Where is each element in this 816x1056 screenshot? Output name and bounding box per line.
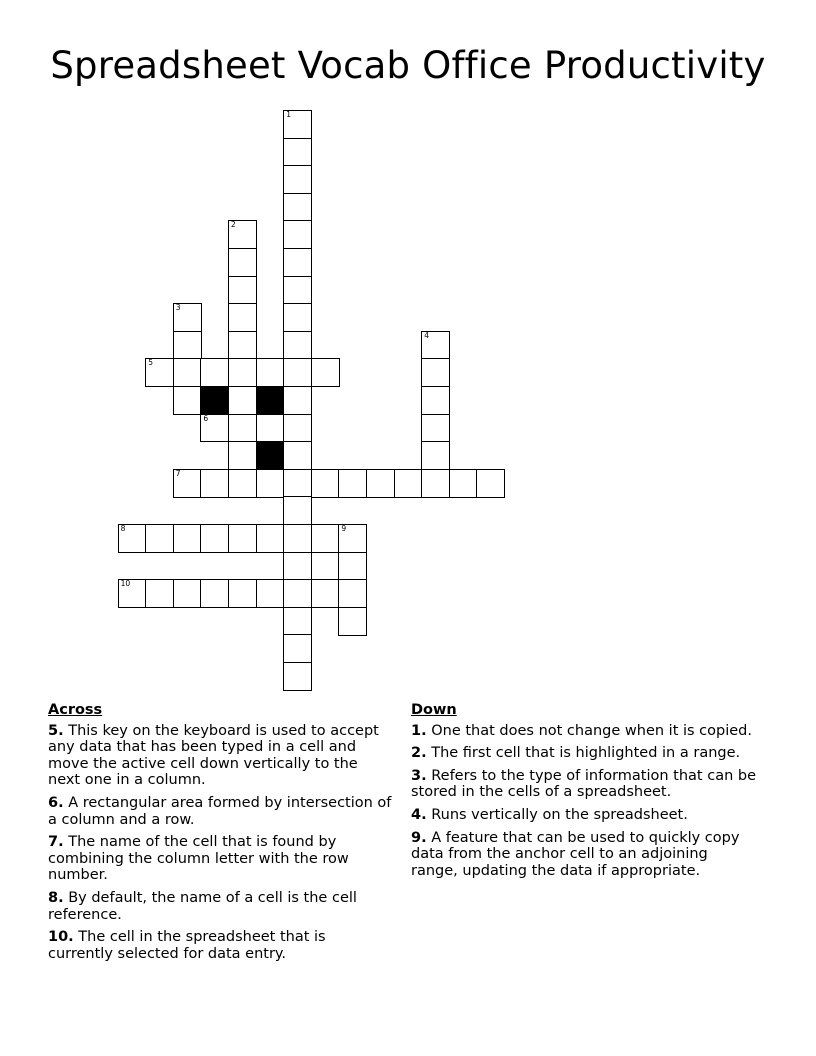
answer-cell[interactable]: [173, 386, 202, 415]
answer-cell[interactable]: [173, 469, 202, 498]
down-heading: Down: [411, 702, 457, 718]
clue-number: 6: [203, 413, 209, 423]
clue-label: 8.: [48, 889, 64, 906]
answer-cell[interactable]: [228, 303, 257, 332]
answer-cell[interactable]: [283, 662, 312, 691]
answer-cell[interactable]: [338, 469, 367, 498]
answer-cell[interactable]: [173, 524, 202, 553]
answer-cell[interactable]: [283, 386, 312, 415]
answer-cell[interactable]: [228, 220, 257, 249]
across-clue: [48, 929, 393, 962]
answer-cell[interactable]: [338, 524, 367, 553]
answer-cell[interactable]: [145, 524, 174, 553]
answer-cell[interactable]: [173, 358, 202, 387]
answer-cell[interactable]: [476, 469, 505, 498]
clue-label: 9.: [411, 829, 427, 846]
clue-number: 10: [120, 579, 131, 589]
answer-cell[interactable]: [311, 469, 340, 498]
answer-cell[interactable]: [366, 469, 395, 498]
down-clue: [411, 807, 756, 824]
clue-label: 4.: [411, 806, 427, 823]
answer-cell[interactable]: [338, 552, 367, 581]
answer-cell[interactable]: [283, 441, 312, 470]
answer-cell[interactable]: [173, 579, 202, 608]
clue-text: The name of the cell that is found by combining the column letter with the row number.: [48, 834, 349, 884]
answer-cell[interactable]: [200, 469, 229, 498]
clue-number: 9: [341, 524, 347, 533]
clue-text: One that does not change when it is copied.: [426, 722, 752, 739]
answer-cell[interactable]: [338, 607, 367, 636]
answer-cell[interactable]: [283, 579, 312, 608]
puzzle-title: Spreadsheet Vocab Office Productivity: [50, 44, 766, 87]
answer-cell[interactable]: [421, 441, 450, 470]
answer-cell[interactable]: [283, 496, 312, 525]
clue-label: 2.: [411, 745, 427, 762]
down-clues: [411, 702, 756, 885]
answer-cell[interactable]: [421, 358, 450, 387]
down-clue: [411, 723, 756, 740]
answer-cell[interactable]: [283, 220, 312, 249]
answer-cell[interactable]: [200, 414, 229, 443]
clue-text: Refers to the type of information that can be stored in the cells of a spreadsheet.: [411, 767, 757, 801]
answer-cell[interactable]: [228, 358, 257, 387]
answer-cell[interactable]: [228, 276, 257, 305]
clue-text: Runs vertically on the spreadsheet.: [426, 806, 688, 823]
answer-cell[interactable]: [256, 469, 285, 498]
clue-text: A rectangular area formed by intersection of a column and a row.: [48, 794, 392, 828]
answer-cell[interactable]: [421, 386, 450, 415]
answer-cell[interactable]: [283, 165, 312, 194]
answer-cell[interactable]: [421, 469, 450, 498]
clue-label: 10.: [48, 929, 74, 946]
answer-cell[interactable]: [283, 303, 312, 332]
answer-cell[interactable]: [283, 607, 312, 636]
answer-cell[interactable]: [338, 579, 367, 608]
across-clue: [48, 890, 393, 923]
answer-cell[interactable]: [200, 358, 229, 387]
answer-cell[interactable]: [311, 358, 340, 387]
answer-cell[interactable]: [394, 469, 423, 498]
clue-text: This key on the keyboard is used to accept any data that has been typed in a cell and move the active cell down vertically to the next one in a column.: [48, 722, 379, 789]
answer-cell[interactable]: [421, 331, 450, 360]
clue-number: 4: [424, 330, 429, 340]
clue-label: 3.: [411, 767, 427, 784]
answer-cell[interactable]: [283, 276, 312, 305]
answer-cell[interactable]: [283, 110, 312, 139]
clue-number: 2: [231, 220, 236, 230]
answer-cell[interactable]: [118, 524, 147, 553]
down-clue: [411, 830, 756, 880]
answer-cell[interactable]: [173, 303, 202, 332]
answer-cell[interactable]: [228, 524, 257, 553]
clue-label: 1.: [411, 722, 427, 739]
black-square: [256, 441, 285, 470]
clue-label: 7.: [48, 834, 64, 851]
clue-number: 1: [286, 110, 291, 119]
clue-number: 7: [175, 468, 181, 478]
answer-cell[interactable]: [118, 579, 147, 608]
clue-text: The first cell that is highlighted in a range.: [426, 745, 741, 762]
answer-cell[interactable]: [256, 579, 285, 608]
answer-cell[interactable]: [283, 331, 312, 360]
across-clues: [48, 702, 393, 968]
answer-cell[interactable]: [449, 469, 478, 498]
answer-cell[interactable]: [283, 248, 312, 277]
answer-cell[interactable]: [256, 524, 285, 553]
answer-cell[interactable]: [421, 414, 450, 443]
clue-label: 5.: [48, 722, 64, 739]
answer-cell[interactable]: [311, 524, 340, 553]
answer-cell[interactable]: [283, 469, 312, 498]
black-square: [256, 386, 285, 415]
answer-cell[interactable]: [283, 414, 312, 443]
answer-cell[interactable]: [228, 469, 257, 498]
answer-cell[interactable]: [145, 579, 174, 608]
answer-cell[interactable]: [283, 524, 312, 553]
answer-cell[interactable]: [145, 358, 174, 387]
answer-cell[interactable]: [283, 358, 312, 387]
down-clue: [411, 768, 756, 801]
across-clue: [48, 723, 393, 789]
clue-label: 6.: [48, 794, 64, 811]
answer-cell[interactable]: [228, 579, 257, 608]
clue-text: A feature that can be used to quickly copy data from the anchor cell to an adjoining range, updating the data if appropriate.: [411, 829, 740, 879]
clue-number: 5: [148, 358, 153, 368]
answer-cell[interactable]: [256, 358, 285, 387]
down-clue: [411, 745, 756, 762]
answer-cell[interactable]: [228, 331, 257, 360]
answer-cell[interactable]: [228, 414, 257, 443]
answer-cell[interactable]: [228, 386, 257, 415]
answer-cell[interactable]: [228, 441, 257, 470]
clue-number: 8: [120, 524, 126, 533]
clue-text: By default, the name of a cell is the cell reference.: [48, 889, 357, 923]
answer-cell[interactable]: [283, 552, 312, 581]
answer-cell[interactable]: [200, 579, 229, 608]
answer-cell[interactable]: [311, 579, 340, 608]
across-heading: Across: [48, 702, 103, 718]
answer-cell[interactable]: [256, 414, 285, 443]
answer-cell[interactable]: [283, 634, 312, 663]
across-clue: [48, 834, 393, 884]
answer-cell[interactable]: [283, 138, 312, 167]
black-square: [200, 386, 229, 415]
clue-number: 3: [175, 303, 181, 313]
answer-cell[interactable]: [283, 193, 312, 222]
across-clue: [48, 795, 393, 828]
clue-text: The cell in the spreadsheet that is currently selected for data entry.: [48, 929, 326, 962]
answer-cell[interactable]: [200, 524, 229, 553]
answer-cell[interactable]: [228, 248, 257, 277]
answer-cell[interactable]: [173, 331, 202, 360]
